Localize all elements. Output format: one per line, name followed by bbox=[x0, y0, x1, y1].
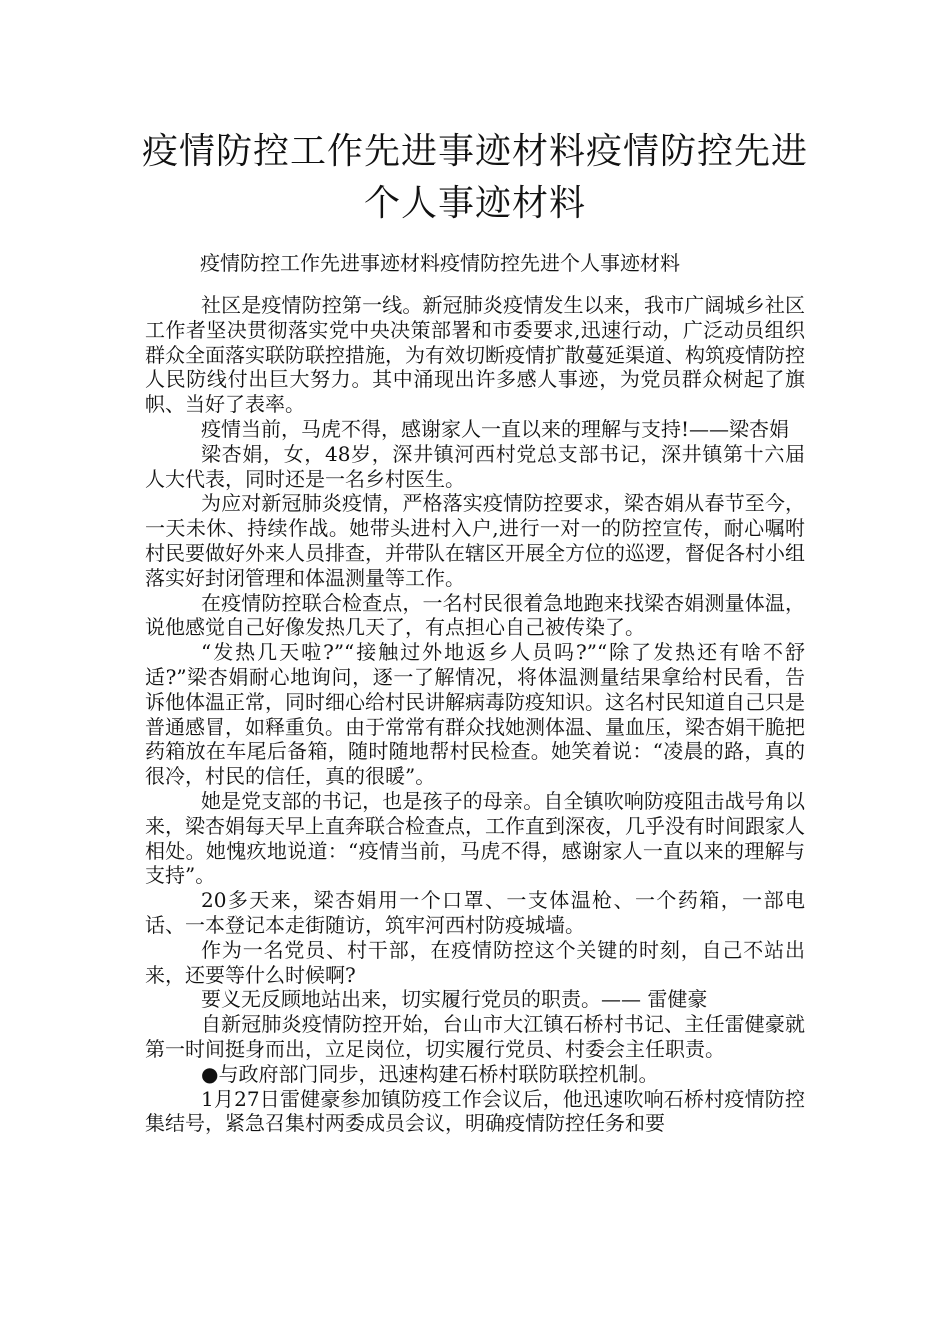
paragraph: “发热几天啦?”“接触过外地返乡人员吗?”“除了发热还有啥不舒适?”梁杏娟耐心地询问，逐一了解情况，将体温测量结果拿给村民看，告诉他体温正常，同时细心给村民讲解病毒防疫知识。这名村民知道自己只是普通感冒，如释重负。由于常常有群众找她测体温、量血压，梁杏娟干脆把药箱放在车尾后备箱，随时随地帮村民检查。她笑着说：“凌晨的路，真的很冷，村民的信任，真的很暖”。 bbox=[145, 640, 805, 789]
paragraph: 梁杏娟，女，48岁，深井镇河西村党总支部书记，深井镇第十六届人大代表，同时还是一名乡村医生。 bbox=[145, 441, 805, 491]
paragraph: 她是党支部的书记，也是孩子的母亲。自全镇吹响防疫阻击战号角以来，梁杏娟每天早上直奔联合检查点，工作直到深夜，几乎没有时间跟家人相处。她愧疚地说道：“疫情当前，马虎不得，感谢家人一直以来的理解与支持”。 bbox=[145, 788, 805, 888]
paragraph: ●与政府部门同步，迅速构建石桥村联防联控机制。 bbox=[201, 1061, 659, 1086]
paragraph: 自新冠肺炎疫情防控开始，台山市大江镇石桥村书记、主任雷健豪就第一时间挺身而出，立足岗位，切实履行党员、村委会主任职责。 bbox=[145, 1012, 805, 1061]
paragraph: 社区是疫情防控第一线。新冠肺炎疫情发生以来，我市广阔城乡社区工作者坚决贯彻落实党中央决策部署和市委要求,迅速行动，广泛动员组织群众全面落实联防联控措施，为有效切断疫情扩散蔓延渠道、构筑疫情防控人民防线付出巨大努力。其中涌现出许多感人事迹，为党员群众树起了旗帜、当好了表率。 bbox=[145, 293, 805, 417]
document-subtitle: 疫情防控工作先进事迹材料疫情防控先进个人事迹材料 bbox=[200, 251, 680, 275]
document-title: 疫情防控工作先进事迹材料疫情防控先进个人事迹材料 bbox=[141, 131, 808, 224]
document-body bbox=[145, 293, 805, 1136]
paragraph: 疫情当前，马虎不得，感谢家人一直以来的理解与支持!——梁杏娟 bbox=[201, 416, 790, 441]
paragraph: 在疫情防控联合检查点，一名村民很着急地跑来找梁杏娟测量体温，说他感觉自己好像发热几天了，有点担心自己被传染了。 bbox=[145, 590, 805, 640]
paragraph: 为应对新冠肺炎疫情，严格落实疫情防控要求，梁杏娟从春节至今，一天未休、持续作战。她带头进村入户,进行一对一的防控宣传，耐心嘱咐村民要做好外来人员排查，并带队在辖区开展全方位的巡逻，督促各村小组落实好封闭管理和体温测量等工作。 bbox=[145, 491, 805, 590]
paragraph: 作为一名党员、村干部，在疫情防控这个关键的时刻，自己不站出来，还要等什么时候啊? bbox=[145, 937, 805, 987]
paragraph: 20多天来，梁杏娟用一个口罩、一支体温枪、一个药箱，一部电话、一本登记本走街随访，筑牢河西村防疫城墙。 bbox=[145, 888, 805, 937]
paragraph: 1月27日雷健豪参加镇防疫工作会议后，他迅速吹响石桥村疫情防控集结号，紧急召集村两委成员会议，明确疫情防控任务和要 bbox=[145, 1086, 805, 1136]
paragraph: 要义无反顾地站出来，切实履行党员的职责。—— 雷健豪 bbox=[201, 987, 708, 1012]
